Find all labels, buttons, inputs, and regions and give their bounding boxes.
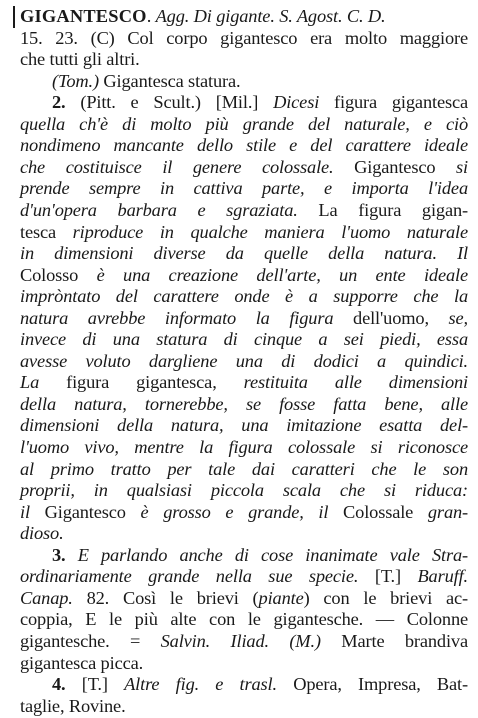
text-line <box>0 155 478 179</box>
text-segment: il <box>20 501 30 522</box>
text-line <box>0 284 478 308</box>
text-segment: (Tom.) <box>52 70 99 91</box>
text-segment: 4. <box>52 674 66 695</box>
text-segment: dimensioni della natura, una imitazione esatta del- <box>20 415 468 436</box>
text-segment: Marte brandiva <box>320 631 468 651</box>
text-line <box>0 198 478 222</box>
text-line <box>0 306 478 330</box>
text-line <box>0 435 478 459</box>
text-segment: che costituisce il genere colossale. <box>20 156 334 177</box>
text-segment: Colossale <box>328 501 428 522</box>
text-segment: avesse voluto dargliene una di dodici a quindici. <box>20 350 468 371</box>
text-segment: gigantesca picca. <box>20 652 144 673</box>
headword: GIGANTESCO <box>20 6 147 26</box>
text-segment: gigantesca <box>391 92 468 113</box>
text-line <box>0 47 478 71</box>
text-segment: Salvin. Iliad. (M.) <box>160 631 321 651</box>
text-segment: 82. Così le brievi ( <box>72 587 259 608</box>
text-line <box>0 4 478 28</box>
text-segment: dioso. <box>20 523 64 544</box>
text-segment: in dimensioni diverse da quelle della natura. <box>20 243 437 264</box>
text-line <box>0 521 478 545</box>
text-line <box>0 69 478 93</box>
text-segment: l'uomo vivo, mentre la figura colossale si riconosce <box>20 437 468 457</box>
text-line <box>0 90 478 114</box>
text-line <box>0 327 478 351</box>
text-segment: gran- <box>427 501 469 522</box>
text-line <box>0 26 478 50</box>
text-segment: se, <box>448 307 468 328</box>
text-segment: 15. 23. (C) Col corpo gigantesco era molto maggiore <box>20 27 468 48</box>
text-segment: impròntato del carattere onde è a supporre che la <box>20 286 468 307</box>
text-segment: si <box>456 156 468 177</box>
text-segment: ordinariamente grande nella sue specie. <box>20 566 359 587</box>
text-segment: [T.] <box>65 674 125 695</box>
text-segment: è grosso e grande, il <box>140 501 329 522</box>
text-segment: Dicesi <box>273 92 320 113</box>
text-segment: [T.] <box>358 566 418 587</box>
text-line <box>0 694 478 718</box>
text-segment: . <box>146 6 156 26</box>
text-segment: (Pitt. e Scult.) [Mil.] <box>65 92 274 113</box>
text-segment: nondimeno mancante dello stile e del carattere ideale <box>20 135 468 156</box>
text-segment: riproduce in qualche maniera l'uomo naturale <box>72 221 468 242</box>
text-segment: Opera, Impresa, Bat- <box>276 674 468 695</box>
text-segment: 2. <box>52 92 66 113</box>
text-line <box>0 564 478 588</box>
text-segment: Gigantesca statura. <box>98 70 241 91</box>
text-line <box>0 263 478 287</box>
text-segment: tesca <box>20 221 73 242</box>
text-segment: figura <box>319 92 392 113</box>
text-line <box>0 176 478 200</box>
text-line <box>0 349 478 373</box>
text-segment: La <box>20 372 40 393</box>
text-line <box>0 392 478 416</box>
text-segment: ) con le brievi ac- <box>303 587 468 608</box>
text-line <box>0 220 478 244</box>
text-segment: 3. <box>52 544 66 565</box>
text-line <box>0 607 478 631</box>
text-segment: Canap. <box>20 587 73 608</box>
text-segment: dell'uomo, <box>333 307 449 328</box>
text-line <box>0 500 478 524</box>
text-segment: della natura, tornerebbe, se fosse fatta bene, alle <box>20 393 468 414</box>
text-segment: Baruff. <box>417 566 468 587</box>
text-segment: Altre fig. e trasl. <box>124 674 277 695</box>
text-segment: gigantesche. = <box>20 631 161 651</box>
text-line <box>0 651 478 675</box>
text-segment: quella ch'è di molto più grande del naturale, e ciò <box>20 113 468 134</box>
text-line <box>0 133 478 157</box>
text-line <box>0 478 478 502</box>
text-segment: al primo tratto per tale dai caratteri che le son <box>20 458 468 479</box>
text-segment: che tutti gli altri. <box>20 49 140 70</box>
text-segment: piante <box>258 587 304 608</box>
text-segment: è una creazione dell'arte, un ente ideale <box>96 264 468 285</box>
text-line <box>0 413 478 437</box>
text-segment: E parlando anche di cose inanimate vale Stra- <box>65 544 468 565</box>
text-segment: invece di una statura di cinque a sei piedi, essa <box>20 329 468 350</box>
text-line <box>0 370 478 394</box>
text-line <box>0 629 478 653</box>
text-segment: Agg. Di gigante. S. Agost. C. D. <box>155 6 386 26</box>
text-segment: coppia, E le più alte con le gigantesche. — Colonne <box>20 609 468 630</box>
text-line <box>0 457 478 481</box>
text-segment: Colosso <box>20 264 97 285</box>
text-segment: restituita alle dimensioni <box>243 372 468 393</box>
text-line <box>0 241 478 265</box>
text-segment: Gigantesco <box>29 501 141 522</box>
text-segment: La figura gigan- <box>297 200 468 220</box>
text-line <box>0 672 478 696</box>
text-segment: figura gigantesca, <box>39 372 244 393</box>
text-segment: natura avrebbe informato la figura <box>20 307 334 328</box>
text-segment: taglie, Rovine. <box>20 695 126 716</box>
text-segment: proprii, in qualsiasi piccola scala che si riduca: <box>20 480 468 501</box>
text-segment: Il <box>436 243 469 264</box>
text-segment: d'un'opera barbara e sgraziata. <box>20 200 298 220</box>
text-line <box>0 112 478 136</box>
text-line <box>0 586 478 610</box>
text-line <box>0 543 478 567</box>
text-segment: prende sempre in cattiva parte, e importa l'idea <box>20 178 468 199</box>
text-segment: Gigantesco <box>333 156 457 177</box>
